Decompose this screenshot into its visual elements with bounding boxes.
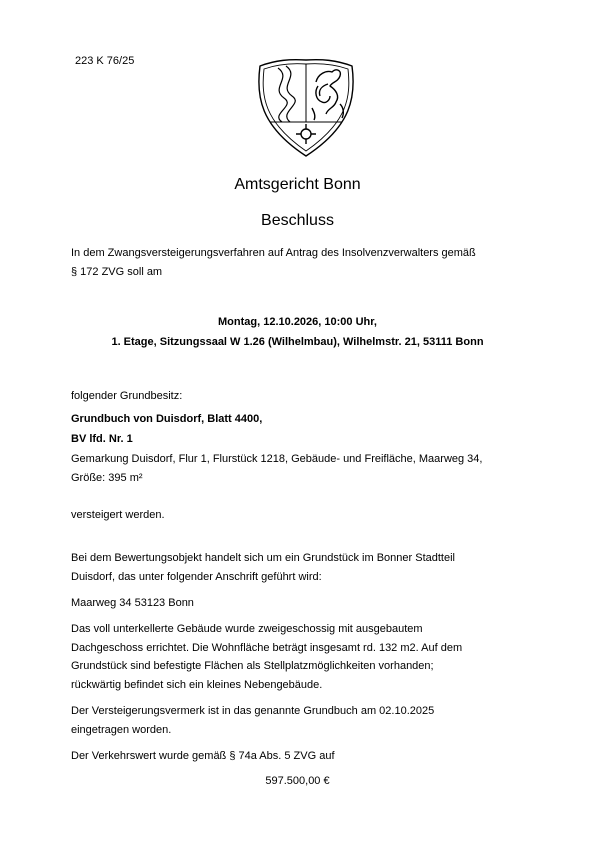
building-line-1: Das voll unterkellerte Gebäude wurde zweigeschossig mit ausgebautem	[71, 623, 423, 635]
building-line-2: Dachgeschoss errichtet. Die Wohnfläche beträgt insgesamt rd. 132 m2. Auf dem	[71, 642, 463, 654]
property-address: Maarweg 34 53123 Bonn	[71, 597, 194, 609]
note-line-1: Der Versteigerungsvermerk ist in das genannte Grundbuch am 02.10.2025	[71, 705, 435, 717]
building-line-3: Grundstück sind befestigte Flächen als Stellplatzmöglichkeiten vorhanden;	[71, 660, 434, 672]
note-line-2: eingetragen worden.	[71, 724, 172, 736]
valuation-line-2: Duisdorf, das unter folgender Anschrift geführt wird:	[71, 571, 322, 583]
building-line-4: rückwärtig befindet sich ein kleines Nebengebäude.	[71, 679, 323, 691]
file-number: 223 K 76/25	[75, 55, 135, 67]
court-title: Amtsgericht Bonn	[234, 176, 361, 193]
document-title: Beschluss	[261, 212, 334, 229]
property-description-1: Gemarkung Duisdorf, Flur 1, Flurstück 1218, Gebäude- und Freifläche, Maarweg 34,	[71, 453, 483, 465]
market-value-intro: Der Verkehrswert wurde gemäß § 74a Abs. 5 ZVG auf	[71, 750, 335, 762]
property-intro: folgender Grundbesitz:	[71, 390, 183, 402]
intro-line-2: § 172 ZVG soll am	[71, 266, 163, 278]
auctioned-statement: versteigert werden.	[71, 509, 165, 521]
market-value-amount: 597.500,00 €	[265, 775, 330, 787]
nrw-coat-of-arms-icon	[256, 56, 356, 160]
valuation-line-1: Bei dem Bewertungsobjekt handelt sich um ein Grundstück im Bonner Stadtteil	[71, 552, 455, 564]
hearing-location: 1. Etage, Sitzungssaal W 1.26 (Wilhelmbau), Wilhelmstr. 21, 53111 Bonn	[111, 336, 484, 348]
land-register: Grundbuch von Duisdorf, Blatt 4400,	[71, 413, 263, 425]
property-description-2: Größe: 395 m²	[71, 472, 143, 484]
intro-line-1: In dem Zwangsversteigerungsverfahren auf Antrag des Insolvenzverwalters gemäß	[71, 247, 476, 259]
register-entry: BV lfd. Nr. 1	[71, 433, 133, 445]
hearing-date: Montag, 12.10.2026, 10:00 Uhr,	[218, 316, 377, 328]
